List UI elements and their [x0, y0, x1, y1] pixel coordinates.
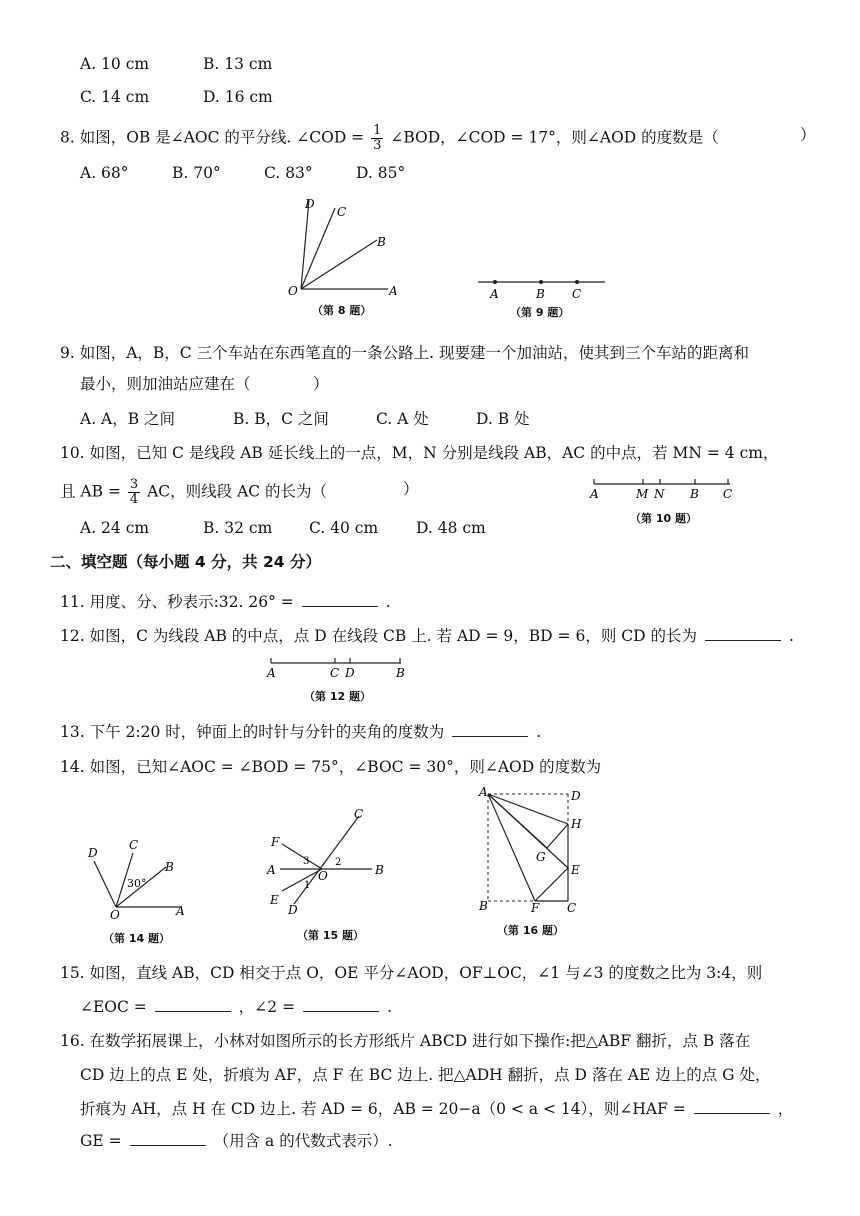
- fig16-label-f: F: [531, 901, 540, 915]
- fig16-label-b: B: [479, 899, 488, 913]
- fig15-angle-3: 3: [303, 856, 310, 867]
- q8-stem-part2: ∠BOD，∠COD = 17°，则∠AOD 的度数是（: [390, 128, 719, 147]
- q12-stem: [60, 625, 794, 647]
- q15-answer-blank-1[interactable]: [155, 997, 231, 1012]
- fig8-label-a: A: [389, 284, 398, 298]
- q16-stem-line4: [80, 1130, 393, 1152]
- fig15-angle-2: 2: [335, 857, 342, 868]
- fig15-label-e: E: [270, 893, 279, 907]
- figure-q15: [262, 808, 392, 918]
- fig9-label-b: B: [536, 287, 545, 301]
- q10-option-b: B. 32 cm: [203, 519, 273, 537]
- q9-close-paren: ）: [313, 375, 329, 393]
- q8-stem-part1: 8. 如图，OB 是∠AOC 的平分线. ∠COD =: [60, 128, 365, 147]
- q8-close-paren: ）: [800, 126, 816, 144]
- q16-stem-line2: CD 边上的点 E 处，折痕为 AF，点 F 在 BC 边上. 把△ADH 翻折，点 D 落在 AE 边上的点 G 处，: [80, 1066, 771, 1084]
- q10-stem-part1: 且 AB =: [60, 482, 121, 501]
- figure-q10: [588, 476, 738, 502]
- q10-fraction: [128, 478, 140, 507]
- fig14-caption: （第 14 题）: [103, 932, 170, 945]
- q8-option-c: C. 83°: [264, 164, 313, 182]
- q14-stem: 14. 如图，已知∠AOC = ∠BOD = 75°，∠BOC = 30°，则∠AOD 的度数为: [60, 758, 602, 776]
- fig14-label-d: D: [88, 846, 98, 860]
- q8-option-b: B. 70°: [172, 164, 221, 182]
- q7-option-d: D. 16 cm: [203, 88, 273, 106]
- fig8-label-c: C: [337, 205, 347, 219]
- q10-option-c: C. 40 cm: [309, 519, 379, 537]
- q16-stem-line1: 16. 在数学拓展课上，小林对如图所示的长方形纸片 ABCD 进行如下操作:把△ABF 翻折，点 B 落在: [60, 1032, 751, 1050]
- q7-option-c: C. 14 cm: [80, 88, 150, 106]
- fig16-label-h: H: [571, 817, 582, 831]
- fig14-label-o: O: [110, 908, 120, 922]
- q8-stem: [60, 124, 719, 153]
- fig12-label-c: C: [330, 666, 340, 680]
- q11-stem: [60, 591, 391, 613]
- q16-answer-blank-1[interactable]: [694, 1099, 770, 1114]
- q13-answer-blank[interactable]: [452, 722, 528, 737]
- fig16-label-a: A: [479, 786, 488, 799]
- fig10-caption: （第 10 题）: [630, 512, 697, 525]
- q15-stem-line2: [80, 996, 392, 1018]
- q16-stem-line3: [80, 1098, 793, 1120]
- q10-close-paren: ）: [403, 480, 419, 498]
- q9-stem-line1: 9. 如图，A，B，C 三个车站在东西笔直的一条公路上. 现要建一个加油站，使其到三个车站的距离和: [60, 344, 749, 362]
- q9-option-b: B. B，C 之间: [233, 410, 329, 428]
- fig14-label-c: C: [129, 838, 139, 852]
- q10-stem-line2: [60, 478, 327, 507]
- fig12-label-b: B: [396, 666, 405, 680]
- fig16-label-d: D: [571, 789, 581, 803]
- figure-q9: [475, 272, 610, 302]
- fig10-label-c: C: [723, 487, 733, 501]
- q15-end: .: [387, 998, 392, 1016]
- fig15-caption: （第 15 题）: [297, 929, 364, 942]
- fig15-label-c: C: [354, 808, 364, 821]
- q16-note: （用含 a 的代数式表示）.: [213, 1132, 393, 1150]
- fig16-caption: （第 16 题）: [497, 924, 564, 937]
- fig15-label-d: D: [288, 903, 298, 917]
- fig8-label-o: O: [288, 284, 298, 298]
- q8-frac-den: 3: [373, 138, 382, 153]
- fig15-angle-1: 1: [304, 880, 311, 891]
- q7-option-a: A. 10 cm: [80, 55, 150, 73]
- fig8-caption: （第 8 题）: [312, 304, 372, 317]
- q8-option-d: D. 85°: [356, 164, 406, 182]
- fig12-caption: （第 12 题）: [304, 690, 371, 703]
- fig9-caption: （第 9 题）: [510, 306, 570, 319]
- fig14-label-a: A: [176, 904, 185, 918]
- q10-option-d: D. 48 cm: [416, 519, 486, 537]
- q16-part-haf: 折痕为 AH，点 H 在 CD 边上. 若 AD = 6，AB = 20−a（0 < a < 14），则∠HAF =: [80, 1100, 686, 1118]
- q10-option-a: A. 24 cm: [80, 519, 150, 537]
- q8-option-a: A. 68°: [80, 164, 129, 182]
- q7-option-b: B. 13 cm: [203, 55, 273, 73]
- q9-option-c: C. A 处: [376, 410, 429, 428]
- fig16-label-c: C: [567, 901, 577, 915]
- fig12-label-a: A: [267, 666, 276, 680]
- q12-end: .: [788, 627, 794, 645]
- q9-option-d: D. B 处: [476, 410, 530, 428]
- q9-option-a: A. A，B 之间: [80, 410, 176, 428]
- fig10-label-m: M: [636, 487, 649, 501]
- q11-end: .: [385, 593, 391, 611]
- q8-frac-num: 1: [373, 123, 382, 138]
- fig10-label-a: A: [590, 487, 599, 501]
- q13-end: .: [536, 723, 542, 741]
- fig9-label-a: A: [490, 287, 499, 301]
- q13-stem: [60, 721, 541, 743]
- section-fill-in-title: 二、填空题（每小题 4 分，共 24 分）: [50, 553, 321, 571]
- fig15-label-a: A: [267, 863, 276, 877]
- q10-stem-part2: AC，则线段 AC 的长为（: [147, 482, 328, 501]
- fig10-label-n: N: [654, 487, 665, 501]
- fig9-label-c: C: [572, 287, 582, 301]
- fig10-label-b: B: [690, 487, 699, 501]
- fig16-label-e: E: [571, 863, 580, 877]
- q11-stem-text: 11. 用度、分、秒表示:32. 26° =: [60, 593, 294, 611]
- q15-answer-blank-2[interactable]: [303, 997, 379, 1012]
- q10-frac-den: 4: [129, 492, 139, 507]
- q16-comma: ，: [777, 1100, 794, 1118]
- figure-q12: [263, 655, 413, 681]
- q16-answer-blank-2[interactable]: [130, 1131, 206, 1146]
- fig15-label-o: O: [318, 869, 328, 883]
- q10-stem-line1: 10. 如图，已知 C 是线段 AB 延长线上的一点，M，N 分别是线段 AB，AC 的中点，若 MN = 4 cm，: [60, 444, 779, 462]
- q16-part-ge: GE =: [80, 1132, 122, 1150]
- q11-answer-blank[interactable]: [302, 592, 378, 607]
- figure-q8: [280, 192, 410, 302]
- fig15-label-f: F: [271, 835, 280, 849]
- figure-q16: [475, 786, 590, 918]
- q8-fraction: [371, 124, 383, 153]
- q9-stem-line2: 最小，则加油站应建在（: [80, 375, 251, 393]
- figure-q14: [80, 835, 190, 925]
- fig12-label-d: D: [345, 666, 355, 680]
- fig15-label-b: B: [375, 863, 384, 877]
- q13-stem-text: 13. 下午 2:20 时，钟面上的时针与分针的夹角的度数为: [60, 723, 445, 741]
- fig14-angle-label: 30°: [127, 877, 147, 890]
- q10-frac-num: 3: [129, 477, 139, 492]
- fig14-label-b: B: [165, 860, 174, 874]
- q12-answer-blank[interactable]: [705, 626, 781, 641]
- q15-part-eoc: ∠EOC =: [80, 998, 147, 1016]
- q12-stem-text: 12. 如图，C 为线段 AB 的中点，点 D 在线段 CB 上. 若 AD = 9，BD = 6，则 CD 的长为: [60, 627, 697, 645]
- fig8-label-b: B: [377, 235, 386, 249]
- q15-part-angle2: ，∠2 =: [238, 998, 296, 1016]
- q15-stem-line1: 15. 如图，直线 AB，CD 相交于点 O，OE 平分∠AOD，OF⊥OC，∠1 与∠3 的度数之比为 3:4，则: [60, 964, 763, 982]
- fig16-label-g: G: [536, 850, 546, 864]
- fig8-label-d: D: [305, 197, 315, 211]
